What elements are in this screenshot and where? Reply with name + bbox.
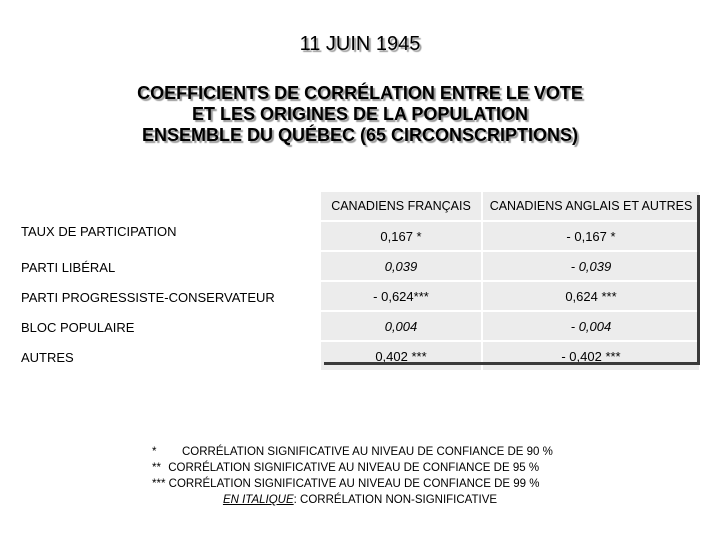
table-row [21, 312, 699, 342]
value-canadiens-francais: 0,402 *** [321, 342, 483, 372]
row-label: PARTI LIBÉRAL [21, 259, 116, 275]
value-canadiens-anglais: - 0,402 *** [483, 342, 699, 372]
table-row [21, 282, 699, 312]
value-canadiens-anglais: 0,624 *** [483, 282, 699, 312]
value-canadiens-anglais: - 0,167 * [483, 222, 699, 252]
footnote-text: CORRÉLATION SIGNIFICATIVE AU NIVEAU DE CONFIANCE DE 90 % [182, 446, 553, 458]
italic-legend-label: EN ITALIQUE [222, 494, 294, 506]
title-line-3: ENSEMBLE DU QUÉBEC (65 CIRCONSCRIPTIONS) [141, 125, 579, 145]
footnote [152, 476, 568, 492]
row-label: AUTRES [21, 349, 74, 365]
title-line-1: COEFFICIENTS DE CORRÉLATION ENTRE LE VOTE [137, 83, 583, 103]
footnote-text: CORRÉLATION SIGNIFICATIVE AU NIVEAU DE CONFIANCE DE 95 % [168, 462, 540, 474]
footnote-marker: *** [152, 478, 166, 490]
slide-title [0, 83, 720, 146]
footnote [152, 460, 568, 476]
row-label: PARTI PROGRESSISTE-CONSERVATEUR [21, 289, 275, 305]
value-canadiens-anglais: - 0,039 [483, 252, 699, 282]
footnote [152, 444, 568, 460]
italic-legend-text: : CORRÉLATION NON-SIGNIFICATIVE [293, 494, 498, 506]
table-header-row [21, 192, 699, 222]
table-row [21, 342, 699, 372]
value-canadiens-francais: - 0,624*** [321, 282, 483, 312]
header-blank-cell [21, 192, 321, 222]
footnote-marker: * [152, 446, 157, 458]
table-row [21, 252, 699, 282]
slide-date: 11 JUIN 1945 [299, 33, 421, 55]
footnote-marker: ** [152, 462, 161, 474]
col-header-canadiens-francais: CANADIENS FRANÇAIS [321, 192, 483, 222]
value-canadiens-francais: 0,167 * [321, 222, 483, 252]
title-line-2: ET LES ORIGINES DE LA POPULATION [191, 104, 529, 124]
row-label: BLOC POPULAIRE [21, 319, 135, 335]
footnotes [152, 444, 568, 508]
value-canadiens-francais: 0,039 [321, 252, 483, 282]
footnote-italic-legend [152, 492, 568, 508]
value-canadiens-anglais: - 0,004 [483, 312, 699, 342]
row-label: TAUX DE PARTICIPATION [21, 224, 177, 239]
footnote-text: CORRÉLATION SIGNIFICATIVE AU NIVEAU DE CONFIANCE DE 99 % [168, 478, 540, 490]
correlation-table [21, 192, 699, 372]
col-header-canadiens-anglais: CANADIENS ANGLAIS ET AUTRES [483, 192, 699, 222]
value-canadiens-francais: 0,004 [321, 312, 483, 342]
table-row [21, 222, 699, 252]
